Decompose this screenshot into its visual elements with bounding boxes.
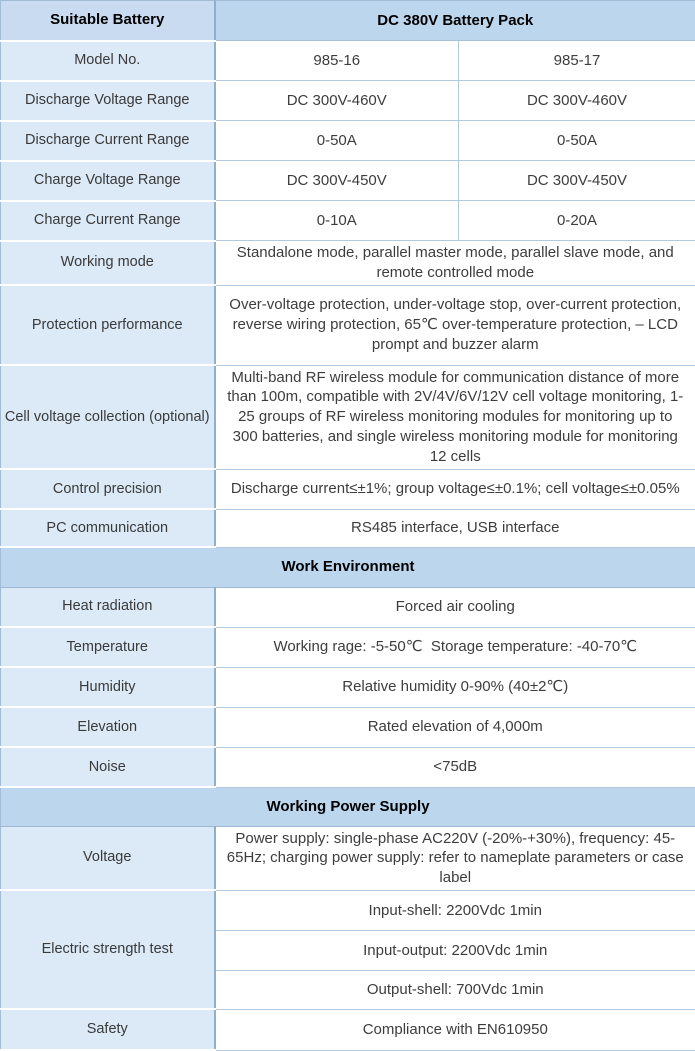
row-value: Relative humidity 0-90% (40±2℃) <box>215 667 695 707</box>
row-label-electric-strength: Electric strength test <box>1 890 215 1009</box>
row-label: Voltage <box>1 826 215 890</box>
row-value-output-shell: Output-shell: 700Vdc 1min <box>215 970 695 1009</box>
row-value: Over-voltage protection, under-voltage stop, over-current protection, reverse wiring protection, 65℃ over-temperature protection, – LCD prompt and buzzer alarm <box>215 285 695 365</box>
table-header-row <box>1 1 695 41</box>
row-label: Charge Voltage Range <box>1 161 215 201</box>
row-label: Heat radiation <box>1 587 215 627</box>
row-value: Compliance with EN610950 <box>215 1009 695 1050</box>
row-value: Standalone mode, parallel master mode, parallel slave mode, and remote controlled mode <box>215 241 695 286</box>
row-value: Working rage: -5-50℃ Storage temperature: -40-70℃ <box>215 627 695 667</box>
table-row-heat-radiation <box>1 587 695 627</box>
row-value: Power supply: single-phase AC220V (-20%-+30%), frequency: 45-65Hz; charging power supply: refer to nameplate parameters or case label <box>215 826 695 890</box>
row-value: DC 300V-460V <box>215 81 459 121</box>
section-row-work-environment <box>1 547 695 587</box>
table-row-working-mode <box>1 241 695 286</box>
row-label: Elevation <box>1 707 215 747</box>
row-label: Safety <box>1 1009 215 1050</box>
row-label: Discharge Voltage Range <box>1 81 215 121</box>
row-value-input-output: Input-output: 2200Vdc 1min <box>215 930 695 970</box>
row-value: DC 300V-450V <box>215 161 459 201</box>
row-value: 0-10A <box>215 201 459 241</box>
table-row-temperature <box>1 627 695 667</box>
row-value-input-shell: Input-shell: 2200Vdc 1min <box>215 890 695 930</box>
row-label: Noise <box>1 747 215 787</box>
row-label: Model No. <box>1 41 215 81</box>
row-value: 0-50A <box>459 121 695 161</box>
table-row-protection-performance <box>1 285 695 365</box>
row-value-model-1: 985-16 <box>215 41 459 81</box>
header-battery-pack: DC 380V Battery Pack <box>215 1 695 41</box>
table-row-elevation <box>1 707 695 747</box>
row-value: RS485 interface, USB interface <box>215 509 695 547</box>
table-row-pc-communication <box>1 509 695 547</box>
row-value: 0-20A <box>459 201 695 241</box>
section-header-work-environment: Work Environment <box>1 547 695 587</box>
table-row-charge-current <box>1 201 695 241</box>
row-label: Temperature <box>1 627 215 667</box>
row-value: Multi-band RF wireless module for communication distance of more than 100m, compatible with 2V/4V/6V/12V cell voltage monitoring, 1-25 groups of RF wireless monitoring modules for monitoring up to 300 batteries, and single wireless monitoring module for monitoring 12 cells <box>215 365 695 469</box>
table-row-discharge-current <box>1 121 695 161</box>
section-row-working-power-supply <box>1 787 695 826</box>
row-value: Forced air cooling <box>215 587 695 627</box>
table-row-charge-voltage <box>1 161 695 201</box>
section-header-working-power-supply: Working Power Supply <box>1 787 695 826</box>
row-value: Discharge current≤±1%; group voltage≤±0.1%; cell voltage≤±0.05% <box>215 469 695 509</box>
row-label: PC communication <box>1 509 215 547</box>
row-value: 0-50A <box>215 121 459 161</box>
row-label: Discharge Current Range <box>1 121 215 161</box>
table-row-voltage <box>1 826 695 890</box>
row-value: Rated elevation of 4,000m <box>215 707 695 747</box>
row-label: Humidity <box>1 667 215 707</box>
row-label: Working mode <box>1 241 215 286</box>
row-label: Control precision <box>1 469 215 509</box>
row-label: Cell voltage collection (optional) <box>1 365 215 469</box>
row-value-model-2: 985-17 <box>459 41 695 81</box>
table-row-control-precision <box>1 469 695 509</box>
row-value: DC 300V-460V <box>459 81 695 121</box>
table-row-noise <box>1 747 695 787</box>
row-value: <75dB <box>215 747 695 787</box>
header-suitable-battery: Suitable Battery <box>1 1 215 41</box>
table-row-model-no <box>1 41 695 81</box>
table-row-humidity <box>1 667 695 707</box>
table-row-discharge-voltage <box>1 81 695 121</box>
table-row-safety <box>1 1009 695 1050</box>
table-row-electric-strength-1 <box>1 890 695 930</box>
row-label: Charge Current Range <box>1 201 215 241</box>
row-value: DC 300V-450V <box>459 161 695 201</box>
row-label: Protection performance <box>1 285 215 365</box>
table-row-cell-voltage-collection <box>1 365 695 469</box>
